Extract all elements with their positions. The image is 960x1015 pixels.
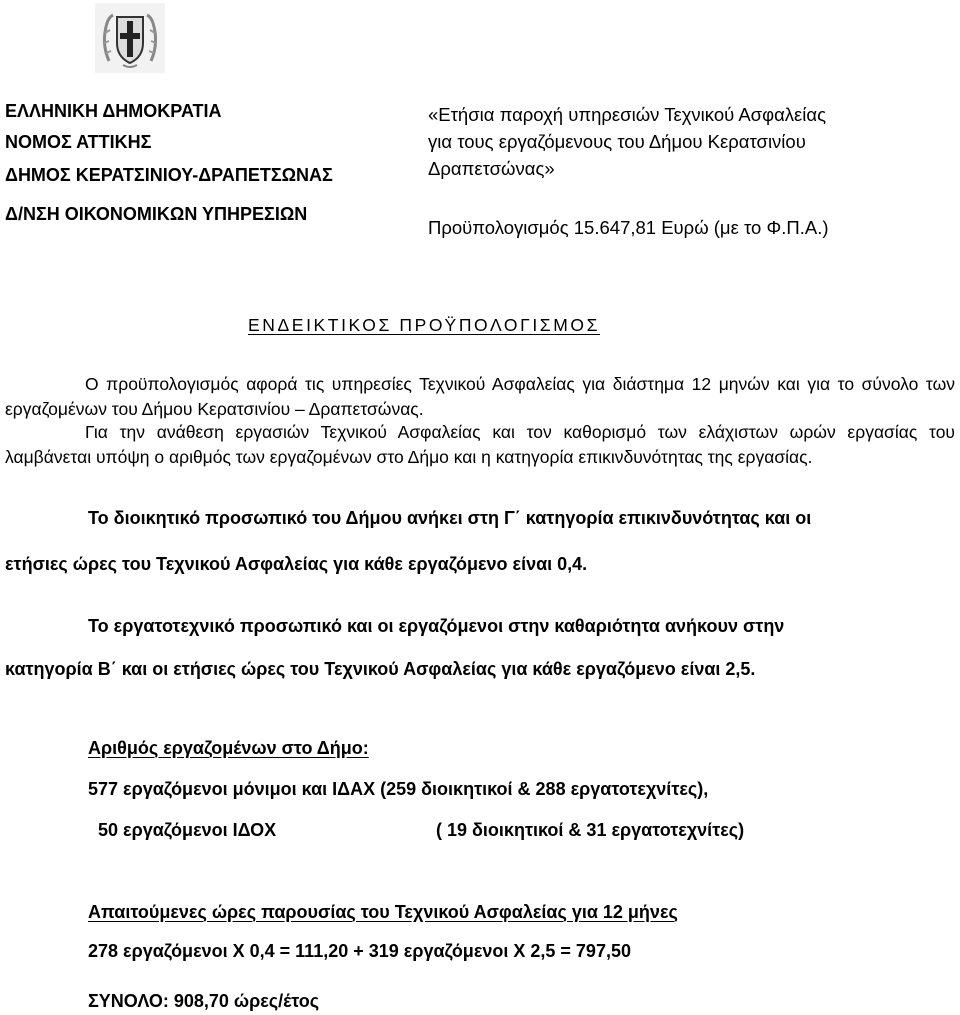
hours-heading: Απαιτούμενες ώρες παρουσίας του Τεχνικού Ασφαλείας για 12 μήνες: [88, 902, 678, 922]
project-title-line: Δραπετσώνας»: [428, 158, 555, 179]
employees-contract-line: 50 εργαζόμενοι ΙΔΟΧ: [98, 820, 277, 840]
employees-permanent-line: 577 εργαζόμενοι μόνιμοι και ΙΔΑΧ (259 διοικητικοί & 288 εργατοτεχνίτες),: [88, 779, 709, 799]
employees-contract-breakdown: ( 19 διοικητικοί & 31 εργατοτεχνίτες): [436, 820, 745, 840]
hours-total: ΣΥΝΟΛΟ: 908,70 ώρες/έτος: [88, 991, 320, 1011]
worker-staff-line-2: κατηγορία Β΄ και οι ετήσιες ώρες του Τεχνικού Ασφαλείας για κάθε εργαζόμενο είναι 2,5.: [5, 659, 756, 679]
paragraph-scope: Ο προϋπολογισμός αφορά τις υπηρεσίες Τεχνικού Ασφαλείας για διάστημα 12 μηνών και για το σύνολο των εργαζομένων του Δήμου Κερατσινίου – Δραπετσώνας.: [5, 374, 955, 419]
employees-heading: Αριθμός εργαζομένων στο Δήμο:: [88, 738, 369, 758]
hours-calculation: 278 εργαζόμενοι Χ 0,4 = 111,20 + 319 εργαζόμενοι Χ 2,5 = 797,50: [88, 941, 631, 961]
paragraph-criteria: Για την ανάθεση εργασιών Τεχνικού Ασφαλείας και τον καθορισμό των ελάχιστων ωρών εργασίας του λαμβάνεται υπόψη ο αριθμός των εργαζομένων στο Δήμο και η κατηγορία επικινδυνότητας της εργασίας.: [5, 422, 955, 467]
section-title: ΕΝΔΕΙΚΤΙΚΟΣ ΠΡΟΫΠΟΛΟΓΙΣΜΟΣ: [248, 315, 601, 335]
header-org-line: ΕΛΛΗΝΙΚΗ ΔΗΜΟΚΡΑΤΙΑ: [5, 101, 222, 121]
admin-staff-line-1: Το διοικητικό προσωπικό του Δήμου ανήκει στη Γ΄ κατηγορία επικινδυνότητας και οι: [88, 508, 812, 528]
header-org-line: ΔΗΜΟΣ ΚΕΡΑΤΣΙΝΙΟΥ-ΔΡΑΠΕΤΣΩΝΑΣ: [5, 165, 333, 185]
project-title-line: για τους εργαζόμενους του Δήμου Κερατσινίου: [428, 131, 806, 152]
worker-staff-line-1: Το εργατοτεχνικό προσωπικό και οι εργαζόμενοι στην καθαριότητα ανήκουν στην: [88, 616, 785, 636]
project-title-line: «Ετήσια παροχή υπηρεσιών Τεχνικού Ασφαλείας: [428, 104, 827, 125]
greek-coat-of-arms-icon: [95, 3, 165, 73]
admin-staff-line-2: ετήσιες ώρες του Τεχνικού Ασφαλείας για κάθε εργαζόμενο είναι 0,4.: [5, 554, 588, 574]
budget-line: Προϋπολογισμός 15.647,81 Ευρώ (με το Φ.Π.Α.): [428, 217, 829, 238]
header-org-line: ΝΟΜΟΣ ΑΤΤΙΚΗΣ: [5, 132, 152, 152]
header-org-line: Δ/ΝΣΗ ΟΙΚΟΝΟΜΙΚΩΝ ΥΠΗΡΕΣΙΩΝ: [5, 204, 308, 224]
